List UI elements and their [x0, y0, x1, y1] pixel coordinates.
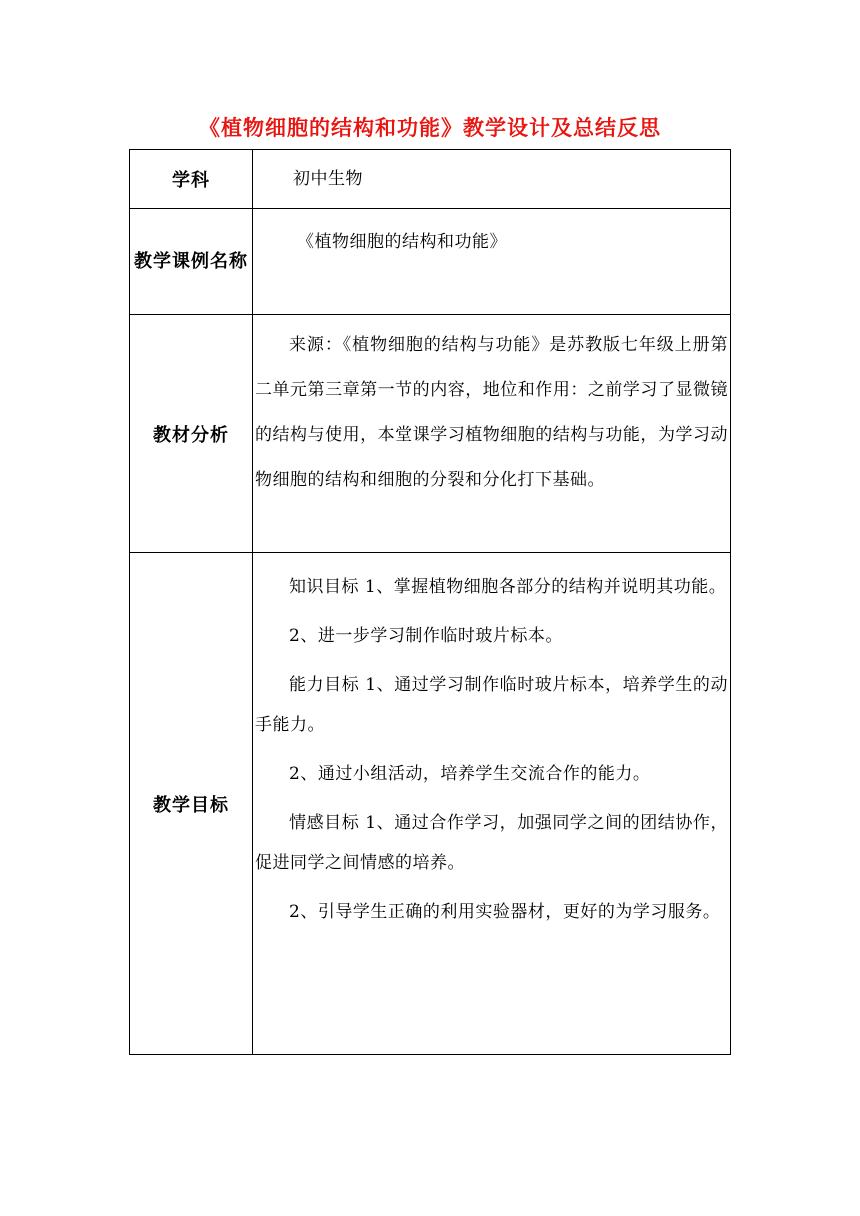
- teaching-goals-cell: [253, 553, 731, 1055]
- goal-item: 知识目标 1、掌握植物细胞各部分的结构并说明其功能。: [289, 577, 727, 597]
- goal-item: 能力目标 1、通过学习制作临时玻片标本，培养学生的动手能力。: [255, 675, 728, 735]
- goal-item: 2、进一步学习制作临时玻片标本。: [289, 626, 563, 646]
- lesson-name-row: [130, 209, 731, 315]
- material-analysis-cell: [253, 315, 731, 553]
- teaching-goals-label: 教学目标: [130, 553, 253, 1055]
- material-analysis-row: [130, 315, 731, 553]
- lesson-name-label: 教学课例名称: [134, 250, 248, 272]
- lesson-plan-table: [129, 149, 731, 1055]
- teaching-goals-list: [253, 553, 730, 932]
- subject-cell: [253, 150, 731, 209]
- document-title: 《植物细胞的结构和功能》教学设计及总结反思: [199, 116, 661, 140]
- lesson-name-value: 《植物细胞的结构和功能》: [297, 232, 507, 252]
- material-analysis-text: 来源：《植物细胞的结构与功能》是苏教版七年级上册第二单元第三章第一节的内容，地位和作用：之前学习了显微镜的结构与使用，本堂课学习植物细胞的结构与功能，为学习动物细胞的结构和细胞的分裂和分化打下基础。: [255, 335, 728, 490]
- goal-item: 2、通过小组活动，培养学生交流合作的能力。: [289, 764, 651, 784]
- subject-row: [130, 150, 731, 209]
- subject-label: 学科: [130, 150, 253, 209]
- subject-value: 初中生物: [293, 169, 363, 189]
- goal-item: 情感目标 1、通过合作学习，加强同学之间的团结协作，促进同学之间情感的培养。: [255, 813, 728, 873]
- teaching-goals-row: [130, 553, 731, 1055]
- lesson-name-cell: [253, 209, 731, 315]
- material-analysis-label: 教材分析: [130, 315, 253, 553]
- lesson-name-label-cell: [130, 209, 253, 315]
- goal-item: 2、引导学生正确的利用实验器材，更好的为学习服务。: [289, 902, 721, 922]
